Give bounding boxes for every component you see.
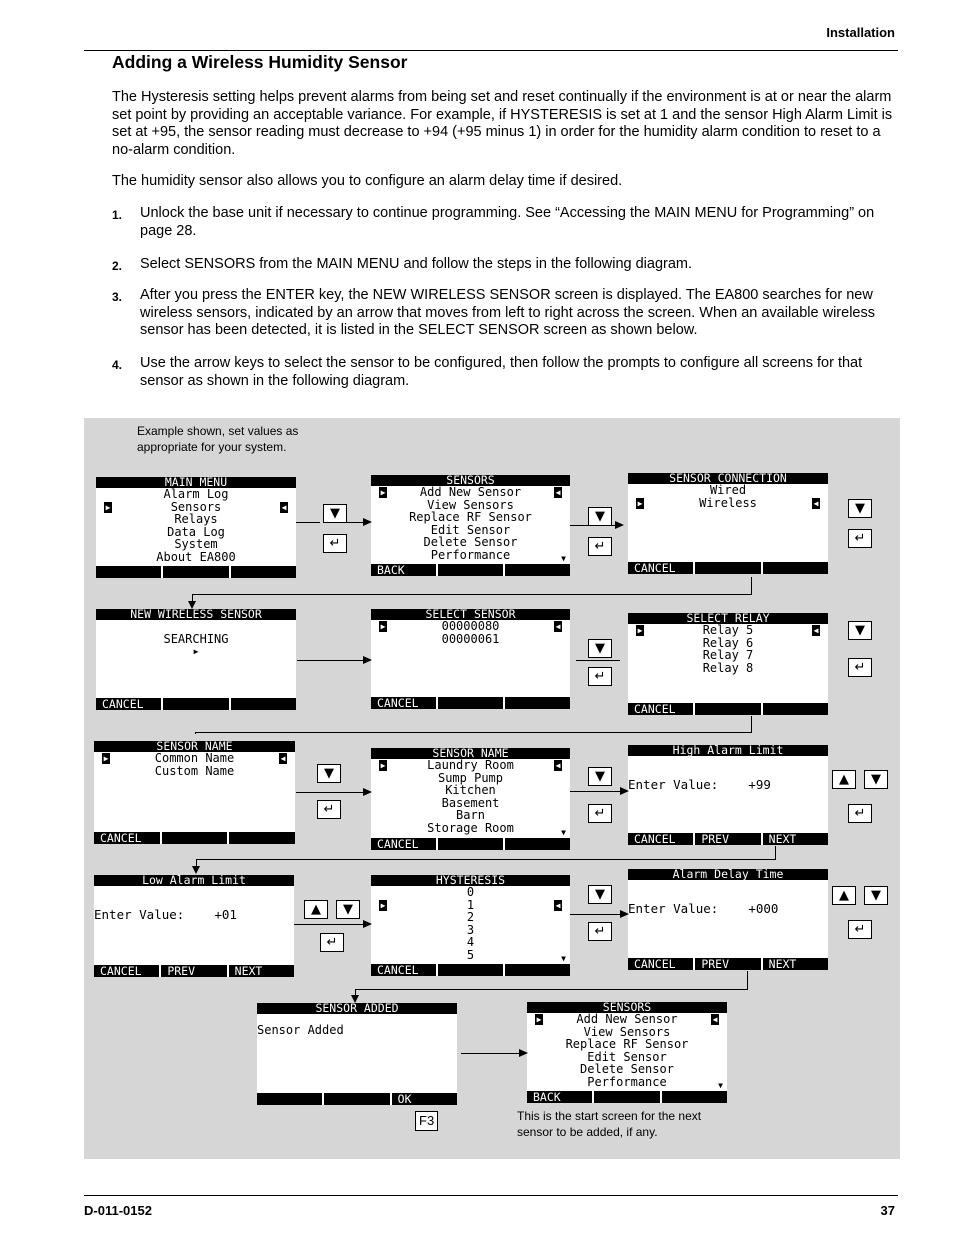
screen-line: Custom Name bbox=[154, 763, 235, 778]
function-key-label: BACK bbox=[371, 564, 438, 576]
diagram-note-bottom bbox=[517, 1108, 701, 1140]
enter-key-icon: ↵ bbox=[320, 933, 344, 952]
entry-value: +01 bbox=[214, 907, 237, 922]
function-key-bar bbox=[96, 698, 296, 710]
screen-lines bbox=[371, 620, 570, 645]
function-key-label: CANCEL bbox=[628, 562, 695, 574]
enter-key-icon: ↵ bbox=[588, 922, 612, 941]
arrowhead-icon bbox=[519, 1049, 528, 1057]
up-arrow-key-icon: ▲ bbox=[832, 886, 856, 905]
screen-line: Common Name bbox=[154, 751, 235, 765]
pointer-right-icon: ▶ bbox=[380, 488, 386, 497]
down-arrow-key-icon: ▼ bbox=[864, 886, 888, 905]
enter-key-icon: ↵ bbox=[848, 529, 872, 548]
function-key-bar bbox=[371, 964, 570, 976]
connector-line bbox=[196, 859, 776, 860]
high-alarm-limit-screen bbox=[628, 745, 828, 845]
pointer-right-icon: ▶ bbox=[380, 622, 386, 631]
connector-line bbox=[461, 1053, 519, 1054]
function-key-label bbox=[438, 697, 505, 709]
step-number: 4. bbox=[112, 358, 123, 372]
function-key-label bbox=[324, 1093, 391, 1105]
sensor-name-type-screen bbox=[94, 741, 295, 844]
note-line: appropriate for your system. bbox=[137, 440, 287, 454]
screen-line bbox=[96, 620, 296, 633]
pointer-right-icon: ▶ bbox=[637, 498, 643, 508]
note-line: sensor to be added, if any. bbox=[517, 1125, 658, 1139]
enter-key-icon: ↵ bbox=[848, 804, 872, 823]
function-key-label bbox=[229, 832, 295, 844]
enter-key-icon: ↵ bbox=[588, 804, 612, 823]
function-key-label: PREV bbox=[161, 965, 228, 977]
screen-line: Performance bbox=[430, 547, 511, 562]
screen-line: Relay 6 bbox=[702, 635, 754, 650]
programming-diagram bbox=[84, 418, 900, 1159]
function-key-label bbox=[505, 564, 570, 576]
pointer-left-icon: ◀ bbox=[712, 1015, 718, 1024]
screen-line: Wired bbox=[709, 483, 747, 497]
step-2 bbox=[112, 256, 902, 276]
arrowhead-icon bbox=[620, 910, 629, 918]
function-key-label: NEXT bbox=[768, 833, 797, 845]
intro-paragraph-1: The Hysteresis setting helps prevent alarms from being set and reset continually if the environment is at or near the alarm set point by providing an acceptable variance. For example, if HYSTERESIS is set at 1 and the sensor High Alarm Limit is set at +95, the sensor reading must decrease to +94 (+95 minus 1) in order for the humidity alarm condition to reset to a no-alarm condition. bbox=[112, 89, 893, 158]
step-text: Use the arrow keys to select the sensor to be configured, then follow the prompts to configure all screens for that sensor as shown in the following diagram. bbox=[140, 355, 863, 389]
screen-line: Alarm Log bbox=[163, 487, 229, 501]
down-arrow-key-icon: ▼ bbox=[588, 767, 612, 786]
screen-line: 5 bbox=[466, 947, 475, 962]
down-arrow-key-icon: ▼ bbox=[588, 639, 612, 658]
pointer-right-icon: ▶ bbox=[536, 1015, 542, 1024]
down-arrow-key-icon: ▼ bbox=[848, 621, 872, 640]
screen-line: 00000061 bbox=[441, 631, 500, 646]
up-arrow-key-icon: ▲ bbox=[832, 770, 856, 789]
screen-line: 0 bbox=[466, 885, 475, 899]
pointer-right-icon: ▶ bbox=[105, 502, 111, 512]
screen-line: Edit Sensor bbox=[587, 1049, 667, 1064]
screen-line: Relays bbox=[174, 512, 218, 526]
function-key-label: CANCEL bbox=[94, 965, 161, 977]
screen-line: Delete Sensor bbox=[423, 535, 518, 549]
screen-lines bbox=[628, 624, 828, 674]
screen-lines bbox=[371, 486, 570, 561]
pointer-right-icon: ▶ bbox=[103, 754, 109, 763]
function-key-bar bbox=[371, 564, 570, 576]
screen-title: MAIN MENU bbox=[96, 477, 296, 488]
function-key-label bbox=[662, 1091, 727, 1103]
connector-line bbox=[576, 660, 620, 661]
function-key-label: PREV bbox=[695, 958, 762, 970]
arrowhead-icon bbox=[620, 787, 629, 795]
step-number: 2. bbox=[112, 259, 123, 273]
function-key-label: NEXT bbox=[234, 965, 263, 977]
connector-line bbox=[570, 791, 620, 792]
function-key-bar bbox=[94, 832, 295, 844]
connector-line bbox=[747, 971, 748, 989]
screen-title: Low Alarm Limit bbox=[94, 875, 294, 886]
document-id: D-011-0152 bbox=[84, 1203, 152, 1218]
screen-title: SENSORS bbox=[527, 1002, 727, 1013]
function-key-bar bbox=[371, 838, 570, 850]
function-key-label: BACK bbox=[527, 1091, 594, 1103]
down-arrow-key-icon: ▼ bbox=[317, 764, 341, 783]
screen-line: Replace RF Sensor bbox=[565, 1037, 689, 1051]
screen-title: SENSOR CONNECTION bbox=[628, 473, 828, 484]
screen-lines bbox=[371, 759, 570, 834]
arrowhead-icon bbox=[363, 518, 372, 526]
screen-title: SENSOR NAME bbox=[94, 741, 295, 752]
pointer-left-icon: ◀ bbox=[555, 900, 561, 910]
function-key-label: OK bbox=[397, 1093, 412, 1105]
function-key-bar bbox=[628, 958, 828, 970]
function-key-label: CANCEL bbox=[628, 703, 695, 715]
header-rule bbox=[84, 50, 898, 51]
function-key-label: CANCEL bbox=[94, 832, 162, 844]
screen-title: Alarm Delay Time bbox=[628, 869, 828, 880]
more-down-icon: ▼ bbox=[561, 954, 566, 963]
connector-line bbox=[346, 522, 363, 523]
enter-key-icon: ↵ bbox=[588, 667, 612, 686]
function-key-bar bbox=[628, 833, 828, 845]
enter-key-icon: ↵ bbox=[848, 658, 872, 677]
screen-line: Add New Sensor bbox=[419, 485, 522, 499]
screen-lines bbox=[94, 752, 295, 777]
screen-line: 1 bbox=[466, 897, 475, 912]
down-arrow-key-icon: ▼ bbox=[864, 770, 888, 789]
function-key-label: CANCEL bbox=[628, 958, 695, 970]
connector-line bbox=[195, 732, 196, 734]
pointer-left-icon: ◀ bbox=[813, 498, 819, 508]
new-wireless-sensor-screen bbox=[96, 609, 296, 710]
function-key-label bbox=[505, 697, 570, 709]
note-line: This is the start screen for the next bbox=[517, 1109, 702, 1123]
connector-line bbox=[355, 989, 748, 990]
function-key-label bbox=[695, 562, 762, 574]
step-text: Select SENSORS from the MAIN MENU and follow the steps in the following diagram. bbox=[140, 256, 693, 272]
diagram-note-top bbox=[137, 423, 298, 455]
f3-key: F3 bbox=[415, 1111, 438, 1131]
note-line: Example shown, set values as bbox=[137, 424, 299, 438]
pointer-right-icon: ▶ bbox=[637, 626, 643, 635]
down-arrow-key-icon: ▼ bbox=[336, 900, 360, 919]
screen-line: 4 bbox=[466, 935, 475, 949]
sensor-name-list-screen bbox=[371, 748, 570, 850]
screen-line: Add New Sensor bbox=[576, 1012, 678, 1026]
more-down-icon: ▼ bbox=[561, 828, 566, 837]
arrowhead-icon bbox=[192, 866, 200, 874]
screen-title: NEW WIRELESS SENSOR bbox=[96, 609, 296, 620]
screen-line: Data Log bbox=[167, 524, 225, 539]
entry-value: +000 bbox=[748, 901, 779, 916]
footer-rule bbox=[84, 1195, 898, 1196]
screen-lines bbox=[257, 1024, 457, 1037]
step-text: After you press the ENTER key, the NEW WIRELESS SENSOR screen is displayed. The EA800 searches for new wireless sensors, indicated by an arrow that moves from left to right across the screen. When an available wireless sensor has been detected, it is listed in the SELECT SENSOR screen as shown below. bbox=[140, 287, 875, 338]
screen-line: Barn bbox=[456, 808, 485, 822]
down-arrow-key-icon: ▼ bbox=[848, 499, 872, 518]
screen-line: System bbox=[174, 537, 218, 551]
function-key-label: CANCEL bbox=[371, 964, 438, 976]
main-menu-screen bbox=[96, 477, 296, 578]
function-key-label bbox=[438, 838, 505, 850]
function-key-label: NEXT bbox=[768, 958, 797, 970]
function-key-label bbox=[438, 964, 505, 976]
pointer-left-icon: ◀ bbox=[281, 502, 287, 512]
function-key-bar bbox=[628, 703, 828, 715]
function-key-label: CANCEL bbox=[96, 698, 163, 710]
screen-title: SELECT RELAY bbox=[628, 613, 828, 624]
function-key-label bbox=[763, 703, 828, 715]
function-key-bar bbox=[96, 566, 296, 578]
function-key-label bbox=[505, 964, 570, 976]
screen-line: Delete Sensor bbox=[580, 1062, 674, 1076]
step-3 bbox=[112, 287, 902, 345]
sensors-start-screen bbox=[527, 1002, 727, 1103]
pointer-left-icon: ◀ bbox=[280, 754, 286, 763]
page-number: 37 bbox=[880, 1203, 895, 1218]
screen-line: Relay 7 bbox=[702, 648, 754, 662]
enter-key-icon: ↵ bbox=[848, 920, 872, 939]
sensor-added-screen bbox=[257, 1003, 457, 1105]
arrowhead-icon bbox=[363, 920, 372, 928]
function-key-label: CANCEL bbox=[628, 833, 695, 845]
more-down-icon: ▼ bbox=[718, 1081, 723, 1090]
low-alarm-limit-screen bbox=[94, 875, 294, 977]
function-key-bar bbox=[527, 1091, 727, 1103]
connector-line bbox=[775, 846, 776, 859]
function-key-label bbox=[257, 1093, 324, 1105]
screen-line: Wireless bbox=[699, 495, 757, 510]
select-relay-screen bbox=[628, 613, 828, 715]
screen-line: View Sensors bbox=[427, 497, 514, 512]
function-key-label bbox=[163, 566, 230, 578]
screen-line: Sump Pump bbox=[437, 770, 504, 785]
function-key-label bbox=[505, 838, 570, 850]
connector-line bbox=[751, 577, 752, 594]
screen-line: Performance bbox=[587, 1074, 667, 1089]
step-number: 1. bbox=[112, 208, 123, 222]
connector-line bbox=[296, 792, 363, 793]
connector-line bbox=[751, 716, 752, 732]
screen-line: View Sensors bbox=[583, 1024, 671, 1039]
step-text: Unlock the base unit if necessary to continue programming. See “Accessing the MAIN MENU for Programming” on page 28. bbox=[140, 205, 875, 239]
function-key-label bbox=[594, 1091, 661, 1103]
connector-line bbox=[297, 660, 363, 661]
screen-title: SENSOR NAME bbox=[371, 748, 570, 759]
function-key-label: CANCEL bbox=[371, 838, 438, 850]
function-key-bar bbox=[628, 562, 828, 574]
page-title: Adding a Wireless Humidity Sensor bbox=[112, 52, 408, 72]
pointer-left-icon: ◀ bbox=[555, 488, 561, 497]
arrowhead-icon bbox=[363, 788, 372, 796]
function-key-label bbox=[162, 832, 230, 844]
enter-key-icon: ↵ bbox=[323, 534, 347, 553]
connector-line bbox=[570, 914, 620, 915]
arrowhead-icon bbox=[615, 521, 624, 529]
function-key-label: CANCEL bbox=[371, 697, 438, 709]
screen-line: Kitchen bbox=[445, 783, 496, 797]
alarm-delay-time-screen bbox=[628, 869, 828, 970]
arrowhead-icon bbox=[363, 656, 372, 664]
entry-prompt: Enter Value: bbox=[94, 907, 185, 922]
screen-line: Edit Sensor bbox=[430, 522, 511, 537]
up-arrow-key-icon: ▲ bbox=[304, 900, 328, 919]
screen-line: Relay 8 bbox=[702, 660, 754, 675]
pointer-right-icon: ▶ bbox=[380, 761, 386, 770]
screen-line: Replace RF Sensor bbox=[409, 510, 532, 524]
screen-title: SELECT SENSOR bbox=[371, 609, 570, 620]
pointer-right-icon: ▶ bbox=[380, 900, 386, 910]
arrowhead-icon bbox=[351, 995, 359, 1003]
step-4 bbox=[112, 355, 902, 395]
connector-line bbox=[570, 525, 615, 526]
screen-line: Storage Room bbox=[427, 820, 514, 835]
screen-lines bbox=[527, 1013, 727, 1088]
function-key-label bbox=[438, 564, 505, 576]
screen-title: SENSORS bbox=[371, 475, 570, 486]
sensors-screen bbox=[371, 475, 570, 576]
function-key-label: PREV bbox=[695, 833, 762, 845]
screen-title: HYSTERESIS bbox=[371, 875, 570, 886]
intro-paragraph-2: The humidity sensor also allows you to configure an alarm delay time if desired. bbox=[112, 173, 623, 189]
select-sensor-screen bbox=[371, 609, 570, 709]
down-arrow-key-icon: ▼ bbox=[588, 507, 612, 526]
screen-line: Basement bbox=[441, 795, 500, 810]
hysteresis-screen bbox=[371, 875, 570, 976]
function-key-bar bbox=[257, 1093, 457, 1105]
connector-line bbox=[294, 924, 363, 925]
screen-line: 00000080 bbox=[441, 619, 500, 633]
connector-line bbox=[195, 732, 752, 733]
screen-lines bbox=[96, 620, 296, 658]
function-key-label bbox=[96, 566, 163, 578]
screen-title: SENSOR ADDED bbox=[257, 1003, 457, 1014]
entry-value: +99 bbox=[748, 777, 771, 792]
screen-line: Relay 5 bbox=[702, 623, 754, 637]
screen-line: 3 bbox=[466, 922, 475, 937]
function-key-bar bbox=[94, 965, 294, 977]
function-key-label bbox=[163, 698, 230, 710]
screen-title: High Alarm Limit bbox=[628, 745, 828, 756]
step-1 bbox=[112, 205, 902, 245]
down-arrow-key-icon: ▼ bbox=[588, 885, 612, 904]
pointer-left-icon: ◀ bbox=[813, 626, 819, 635]
down-arrow-key-icon: ▼ bbox=[323, 504, 347, 523]
function-key-label bbox=[763, 562, 828, 574]
sensor-connection-screen bbox=[628, 473, 828, 574]
pointer-left-icon: ◀ bbox=[555, 622, 561, 631]
function-key-bar bbox=[371, 697, 570, 709]
function-key-label bbox=[231, 566, 296, 578]
screen-line: Sensor Added bbox=[257, 1023, 344, 1037]
screen-lines bbox=[628, 484, 828, 509]
screen-line: ▸ bbox=[192, 644, 200, 658]
pointer-left-icon: ◀ bbox=[555, 761, 561, 770]
screen-line: 2 bbox=[466, 910, 475, 924]
enter-key-icon: ↵ bbox=[317, 800, 341, 819]
function-key-label bbox=[695, 703, 762, 715]
enter-key-icon: ↵ bbox=[588, 537, 612, 556]
entry-prompt: Enter Value: bbox=[628, 777, 719, 792]
step-number: 3. bbox=[112, 290, 123, 304]
section-header: Installation bbox=[826, 25, 895, 40]
more-down-icon: ▼ bbox=[561, 554, 566, 563]
screen-lines bbox=[371, 886, 570, 961]
arrowhead-icon bbox=[188, 601, 196, 609]
screen-line: About EA800 bbox=[156, 549, 236, 564]
function-key-label bbox=[231, 698, 296, 710]
screen-line: SEARCHING bbox=[163, 631, 229, 646]
screen-lines bbox=[96, 488, 296, 563]
connector-line bbox=[192, 594, 752, 595]
entry-prompt: Enter Value: bbox=[628, 901, 719, 916]
screen-line: Laundry Room bbox=[427, 758, 514, 772]
screen-line: Sensors bbox=[170, 499, 222, 514]
connector-line bbox=[296, 522, 320, 523]
